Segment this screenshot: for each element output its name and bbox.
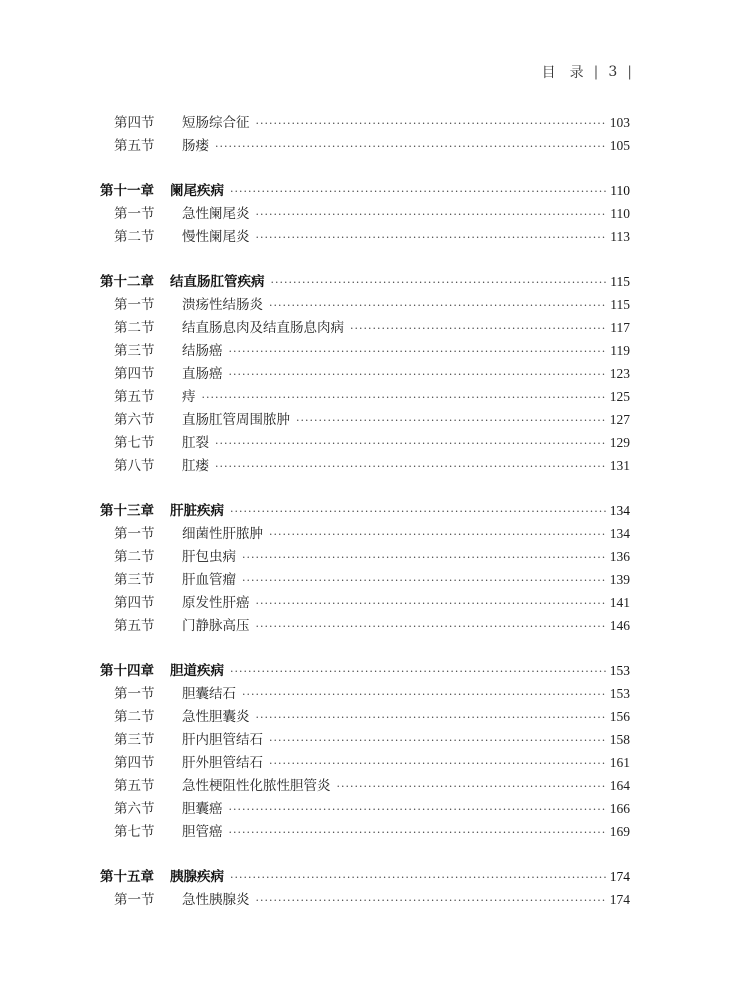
section-entry[interactable] xyxy=(100,774,630,797)
chapter-entry[interactable] xyxy=(100,499,630,522)
section-page-number: 115 xyxy=(610,297,630,312)
dot-leader xyxy=(346,317,606,340)
dot-leader xyxy=(226,660,606,683)
section-label: 第一节 xyxy=(114,297,155,313)
section-title: 痔 xyxy=(182,389,196,405)
dot-leader xyxy=(252,592,607,615)
header-separator-right: | xyxy=(627,64,632,80)
section-page-number: 117 xyxy=(610,320,630,335)
section-label: 第一节 xyxy=(114,892,155,908)
dot-leader xyxy=(292,409,606,432)
section-entry[interactable] xyxy=(100,888,630,911)
chapter-title: 阑尾疾病 xyxy=(170,183,224,199)
dot-leader xyxy=(267,271,607,294)
section-entry[interactable] xyxy=(100,705,630,728)
section-label: 第六节 xyxy=(114,412,155,428)
dot-leader xyxy=(211,135,606,158)
dot-leader xyxy=(252,889,607,912)
dot-leader xyxy=(211,455,606,478)
section-title: 肝包虫病 xyxy=(182,549,236,565)
chapter-page-number: 115 xyxy=(610,274,630,289)
chapter-page-number: 134 xyxy=(609,503,630,518)
dot-leader xyxy=(225,340,607,363)
dot-leader xyxy=(226,866,606,889)
section-title: 胆囊癌 xyxy=(182,801,223,817)
section-page-number: 123 xyxy=(609,366,630,381)
chapter-page-number: 174 xyxy=(609,869,630,884)
section-entry[interactable] xyxy=(100,293,630,316)
section-title: 肛裂 xyxy=(182,435,209,451)
chapter-title: 结直肠肛管疾病 xyxy=(170,274,265,290)
section-page-number: 127 xyxy=(609,412,630,427)
section-page-number: 169 xyxy=(609,824,630,839)
section-label: 第五节 xyxy=(114,778,155,794)
section-title: 结肠癌 xyxy=(182,343,223,359)
section-entry[interactable] xyxy=(100,614,630,637)
section-label: 第二节 xyxy=(114,320,155,336)
section-title: 慢性阑尾炎 xyxy=(182,229,250,245)
chapter-block xyxy=(100,270,630,477)
chapter-label: 第十一章 xyxy=(100,183,154,199)
chapter-block xyxy=(100,865,630,911)
section-label: 第八节 xyxy=(114,458,155,474)
section-entry[interactable] xyxy=(100,568,630,591)
section-label: 第六节 xyxy=(114,801,155,817)
chapter-entry[interactable] xyxy=(100,179,630,202)
section-entry[interactable] xyxy=(100,316,630,339)
header-separator: | xyxy=(593,64,599,80)
section-page-number: 129 xyxy=(609,435,630,450)
dot-leader xyxy=(238,546,606,569)
section-entry[interactable] xyxy=(100,751,630,774)
dot-leader xyxy=(225,363,607,386)
section-title: 结直肠息肉及结直肠息肉病 xyxy=(182,320,344,336)
section-entry[interactable] xyxy=(100,431,630,454)
chapter-title: 胆道疾病 xyxy=(170,663,224,679)
section-page-number: 156 xyxy=(609,709,630,724)
section-title: 急性胆囊炎 xyxy=(182,709,250,725)
chapter-title: 胰腺疾病 xyxy=(170,869,224,885)
dot-leader xyxy=(265,294,606,317)
section-page-number: 139 xyxy=(609,572,630,587)
section-page-number: 119 xyxy=(610,343,630,358)
section-title: 细菌性肝脓肿 xyxy=(182,526,263,542)
chapter-entry[interactable] xyxy=(100,659,630,682)
section-title: 胆囊结石 xyxy=(182,686,236,702)
section-label: 第一节 xyxy=(114,206,155,222)
section-entry[interactable] xyxy=(100,134,630,157)
section-title: 肠瘘 xyxy=(182,138,209,154)
chapter-block xyxy=(100,111,630,157)
section-page-number: 141 xyxy=(609,595,630,610)
section-entry[interactable] xyxy=(100,454,630,477)
dot-leader xyxy=(265,752,606,775)
section-entry[interactable] xyxy=(100,362,630,385)
section-entry[interactable] xyxy=(100,682,630,705)
section-label: 第四节 xyxy=(114,755,155,771)
section-title: 溃疡性结肠炎 xyxy=(182,297,263,313)
section-label: 第三节 xyxy=(114,572,155,588)
dot-leader xyxy=(225,821,607,844)
section-entry[interactable] xyxy=(100,408,630,431)
section-label: 第四节 xyxy=(114,115,155,131)
section-entry[interactable] xyxy=(100,591,630,614)
section-page-number: 103 xyxy=(609,115,630,130)
section-page-number: 134 xyxy=(609,526,630,541)
section-title: 直肠肛管周围脓肿 xyxy=(182,412,290,428)
section-title: 肛瘘 xyxy=(182,458,209,474)
section-page-number: 166 xyxy=(609,801,630,816)
chapter-title: 肝脏疾病 xyxy=(170,503,224,519)
chapter-entry[interactable] xyxy=(100,270,630,293)
section-entry[interactable] xyxy=(100,339,630,362)
table-of-contents xyxy=(100,111,630,933)
section-entry[interactable] xyxy=(100,225,630,248)
section-page-number: 158 xyxy=(609,732,630,747)
section-entry[interactable] xyxy=(100,545,630,568)
section-title: 胆管癌 xyxy=(182,824,223,840)
section-entry[interactable] xyxy=(100,111,630,134)
chapter-block xyxy=(100,499,630,637)
section-title: 肝外胆管结石 xyxy=(182,755,263,771)
section-label: 第一节 xyxy=(114,686,155,702)
chapter-label: 第十二章 xyxy=(100,274,154,290)
section-title: 肝内胆管结石 xyxy=(182,732,263,748)
section-label: 第四节 xyxy=(114,366,155,382)
header-title: 目 录 xyxy=(541,65,584,81)
section-title: 门静脉高压 xyxy=(182,618,250,634)
section-page-number: 174 xyxy=(609,892,630,907)
section-title: 原发性肝癌 xyxy=(182,595,250,611)
chapter-block xyxy=(100,179,630,248)
section-label: 第七节 xyxy=(114,824,155,840)
section-page-number: 110 xyxy=(610,206,630,221)
dot-leader xyxy=(226,500,606,523)
section-title: 肝血管瘤 xyxy=(182,572,236,588)
chapter-page-number: 153 xyxy=(609,663,630,678)
section-page-number: 164 xyxy=(609,778,630,793)
section-label: 第五节 xyxy=(114,389,155,405)
header-page-number: 3 xyxy=(608,64,618,80)
section-page-number: 161 xyxy=(609,755,630,770)
section-page-number: 105 xyxy=(609,138,630,153)
section-title: 急性梗阻性化脓性胆管炎 xyxy=(182,778,331,794)
section-page-number: 153 xyxy=(609,686,630,701)
section-label: 第二节 xyxy=(114,549,155,565)
section-title: 急性阑尾炎 xyxy=(182,206,250,222)
chapter-page-number: 110 xyxy=(610,183,630,198)
dot-leader xyxy=(252,203,607,226)
section-label: 第三节 xyxy=(114,732,155,748)
section-label: 第五节 xyxy=(114,618,155,634)
dot-leader xyxy=(238,569,606,592)
section-page-number: 146 xyxy=(609,618,630,633)
section-entry[interactable] xyxy=(100,202,630,225)
section-page-number: 136 xyxy=(609,549,630,564)
section-entry[interactable] xyxy=(100,385,630,408)
dot-leader xyxy=(252,112,607,135)
section-entry[interactable] xyxy=(100,797,630,820)
section-entry[interactable] xyxy=(100,728,630,751)
section-page-number: 131 xyxy=(609,458,630,473)
section-page-number: 113 xyxy=(610,229,630,244)
dot-leader xyxy=(252,615,607,638)
dot-leader xyxy=(211,432,606,455)
section-label: 第七节 xyxy=(114,435,155,451)
dot-leader xyxy=(252,226,607,249)
dot-leader xyxy=(265,523,606,546)
chapter-label: 第十三章 xyxy=(100,503,154,519)
section-label: 第二节 xyxy=(114,229,155,245)
section-label: 第一节 xyxy=(114,526,155,542)
section-label: 第二节 xyxy=(114,709,155,725)
chapter-label: 第十四章 xyxy=(100,663,154,679)
dot-leader xyxy=(333,775,607,798)
section-label: 第三节 xyxy=(114,343,155,359)
dot-leader xyxy=(252,706,607,729)
chapter-entry[interactable] xyxy=(100,865,630,888)
dot-leader xyxy=(238,683,606,706)
chapter-label: 第十五章 xyxy=(100,869,154,885)
section-entry[interactable] xyxy=(100,522,630,545)
section-title: 直肠癌 xyxy=(182,366,223,382)
section-page-number: 125 xyxy=(609,389,630,404)
dot-leader xyxy=(225,798,607,821)
dot-leader xyxy=(198,386,607,409)
section-entry[interactable] xyxy=(100,820,630,843)
dot-leader xyxy=(265,729,606,752)
section-label: 第四节 xyxy=(114,595,155,611)
chapter-block xyxy=(100,659,630,843)
section-title: 急性胰腺炎 xyxy=(182,892,250,908)
running-header xyxy=(542,62,632,82)
section-label: 第五节 xyxy=(114,138,155,154)
section-title: 短肠综合征 xyxy=(182,115,250,131)
dot-leader xyxy=(226,180,606,203)
